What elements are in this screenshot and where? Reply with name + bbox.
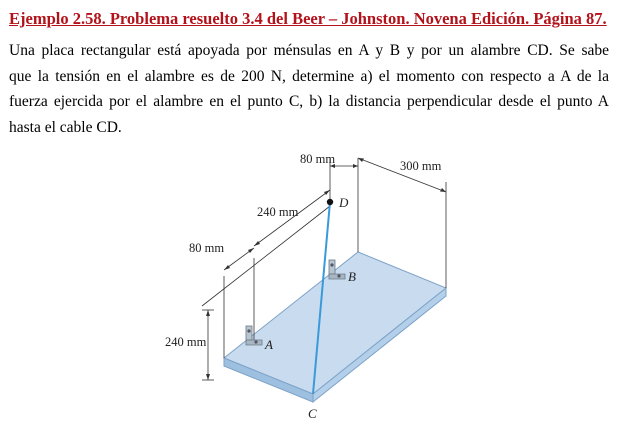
plate-figure	[150, 150, 470, 435]
label-point-c: C	[308, 406, 317, 421]
problem-line-3: fuerza ejercida por el alambre en el punto C, b) la distancia perpendicular desde el punto A	[9, 93, 609, 110]
dim-arrow	[206, 310, 210, 316]
point-d-marker	[327, 199, 333, 205]
problem-line-2: que la tensión en el alambre es de 200 N, determine a) el momento con respecto a A de la	[9, 67, 609, 85]
example-heading: Ejemplo 2.58. Problema resuelto 3.4 del Beer – Johnston. Novena Edición. Página 87.	[9, 9, 607, 28]
dim-label-240-left: 240 mm	[165, 335, 207, 349]
problem-statement	[9, 38, 609, 140]
plate-diagram	[150, 150, 470, 435]
dim-label-80-left: 80 mm	[189, 241, 225, 255]
label-point-d: D	[339, 195, 349, 210]
problem-line-4: hasta el cable CD.	[9, 118, 122, 136]
dim-label-80-top: 80 mm	[300, 152, 336, 166]
problem-line-1: Una placa rectangular está apoyada por ménsulas en A y B y por un alambre CD. Se sabe	[9, 42, 609, 59]
dim-arrow	[440, 188, 446, 192]
dim-label-240-upper: 240 mm	[257, 205, 299, 219]
label-point-b: B	[348, 269, 356, 284]
dim-label-300: 300 mm	[400, 159, 442, 173]
dim-arrow	[358, 158, 364, 162]
dim-arrow	[248, 248, 254, 253]
dim-arrow	[353, 164, 358, 168]
dim-arrow	[206, 374, 210, 380]
label-point-a: A	[265, 337, 273, 352]
dim-arrow	[224, 265, 230, 270]
